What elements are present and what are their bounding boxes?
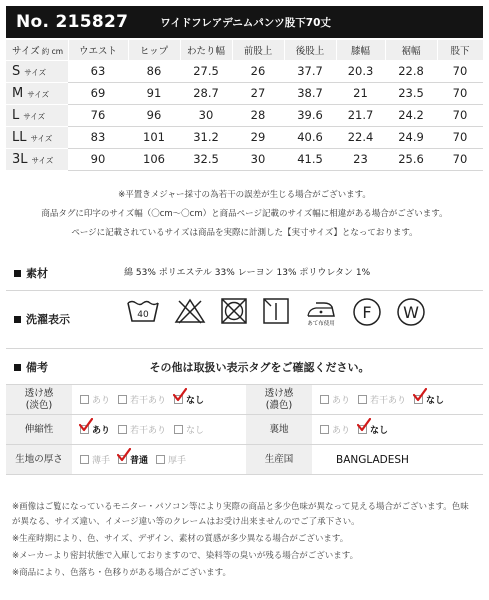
bullet-icon	[14, 316, 21, 323]
no-bleach-icon	[174, 297, 206, 325]
size-suffix: サイズ	[30, 133, 53, 143]
transparency-dark-options	[312, 385, 483, 415]
checkbox-icon	[320, 425, 329, 434]
note-line: ページに記載されているサイズは商品を実際に計測した【実寸サイズ】となっております。	[71, 228, 418, 238]
dry-clean-f-icon	[352, 297, 382, 327]
col-header: ヒップ	[128, 40, 180, 60]
measurement-cell: 30	[232, 148, 284, 170]
size-cell	[6, 82, 68, 104]
size-row	[6, 82, 483, 104]
material-value: 綿 53% ポリエステル 33% レーヨン 13% ポリウレタン 1%	[124, 268, 371, 278]
checked-checkbox-icon	[358, 425, 367, 434]
wash-icons	[126, 297, 440, 327]
disclaimer-line: ※生産時期により、色、サイズ、デザイン、素材の質感が多少異なる場合がございます。	[12, 534, 349, 544]
measurement-cell: 86	[128, 60, 180, 82]
wash-label	[14, 311, 70, 327]
measurement-notes	[6, 186, 483, 243]
prop-label-line: 透け感	[264, 387, 294, 399]
col-header: 裾幅	[385, 40, 437, 60]
measurement-cell: 38.7	[284, 82, 336, 104]
checked-checkbox-icon	[414, 395, 423, 404]
checked-checkbox-icon	[80, 425, 89, 434]
size-header-label: サイズ	[12, 45, 40, 57]
option-transparency_dark	[320, 393, 350, 406]
stretch-options	[72, 415, 246, 445]
iron-low-group	[304, 297, 338, 327]
checked-checkbox-icon	[118, 455, 127, 464]
checkbox-icon	[80, 395, 89, 404]
measurement-cell: 27.5	[180, 60, 232, 82]
iron-low-icon	[304, 297, 338, 319]
property-row	[6, 415, 483, 445]
size-row	[6, 104, 483, 126]
size-suffix: サイズ	[24, 67, 47, 77]
size-header-cell	[6, 40, 68, 60]
disclaimer-line: ※メーカーより密封状態で入庫しておりますので、染料等の臭いが残る場合がございます。	[12, 551, 359, 561]
measurement-cell: 26	[232, 60, 284, 82]
measurement-cell: 76	[68, 104, 128, 126]
measurement-cell: 30	[180, 104, 232, 126]
measurement-cell: 101	[128, 126, 180, 148]
product-name: ワイドフレアデニムパンツ股下70丈	[160, 16, 331, 29]
option-label: なし	[186, 425, 205, 436]
measurement-cell: 21.7	[336, 104, 385, 126]
size-code: S	[12, 63, 21, 79]
measurement-cell: 70	[437, 104, 483, 126]
size-header-unit: 約 cm	[41, 46, 64, 56]
option-label: 若干あり	[130, 395, 167, 406]
measurement-cell: 90	[68, 148, 128, 170]
option-lining	[320, 423, 350, 436]
measurement-cell: 39.6	[284, 104, 336, 126]
lining-label: 裏地	[246, 415, 312, 445]
option-label: あり	[332, 425, 351, 436]
measurement-cell: 70	[437, 60, 483, 82]
size-row	[6, 126, 483, 148]
wet-clean-letter: W	[403, 303, 419, 322]
size-cell	[6, 104, 68, 126]
disclaimer-line: ※商品により、色落ち・色移りがある場合がございます。	[12, 568, 231, 578]
option-label: 厚手	[168, 455, 187, 466]
property-row	[6, 445, 483, 475]
size-table	[6, 40, 484, 171]
size-suffix: サイズ	[23, 111, 46, 121]
checkbox-icon	[358, 395, 367, 404]
col-header: ウエスト	[68, 40, 128, 60]
prop-label-line: (濃色)	[265, 399, 293, 411]
size-code: M	[12, 85, 24, 101]
transparency-light-options	[72, 385, 246, 415]
disclaimer-line: ※画像はご覧になっているモニター・パソコン等により実際の商品と多少色味が異なって見える場合がございます。色味が異なる、サイズ違い、イメージ違い等のクレームはお受け出来ませんのでご了承下さい。	[12, 502, 469, 527]
iron-note: あて布使用	[307, 321, 335, 327]
checkbox-icon	[174, 425, 183, 434]
option-transparency_light	[118, 393, 166, 406]
option-lining	[358, 423, 388, 436]
measurement-cell: 22.4	[336, 126, 385, 148]
note-line: 商品タグに印字のサイズ幅（〇cm〜〇cm）と商品ページ記載のサイズ幅に相違がある場合がございます。	[41, 209, 448, 219]
measurement-cell: 106	[128, 148, 180, 170]
measurement-cell: 27	[232, 82, 284, 104]
option-label: 若干あり	[370, 395, 407, 406]
measurement-cell: 23.5	[385, 82, 437, 104]
transparency-dark-label	[246, 385, 312, 415]
remarks-label-text: 備考	[26, 361, 48, 374]
transparency-light-label	[6, 385, 72, 415]
measurement-cell: 28	[232, 104, 284, 126]
measurement-cell: 96	[128, 104, 180, 126]
option-transparency_light	[174, 393, 204, 406]
size-code: 3L	[12, 151, 28, 167]
measurement-cell: 23	[336, 148, 385, 170]
checked-checkbox-icon	[174, 395, 183, 404]
origin-label: 生産国	[246, 445, 312, 475]
measurement-cell: 25.6	[385, 148, 437, 170]
thickness-label: 生地の厚さ	[6, 445, 72, 475]
wash-label-text: 洗濯表示	[26, 313, 70, 326]
size-suffix: サイズ	[31, 155, 54, 165]
lining-options	[312, 415, 483, 445]
thickness-options	[72, 445, 246, 475]
checkbox-icon	[118, 395, 127, 404]
measurement-cell: 40.6	[284, 126, 336, 148]
option-label: なし	[426, 395, 445, 406]
property-row	[6, 385, 483, 415]
measurement-cell: 32.5	[180, 148, 232, 170]
option-label: なし	[370, 425, 389, 436]
option-stretch	[80, 423, 110, 436]
measurement-cell: 24.9	[385, 126, 437, 148]
option-label: あり	[92, 395, 111, 406]
dry-clean-letter: F	[362, 303, 372, 322]
line-dry-shade-icon	[262, 297, 290, 325]
disclaimer-notes	[12, 500, 477, 583]
checkbox-icon	[320, 395, 329, 404]
measurement-cell: 28.7	[180, 82, 232, 104]
col-header: 前股上	[232, 40, 284, 60]
option-label: 若干あり	[130, 425, 167, 436]
size-cell	[6, 60, 68, 82]
option-label: 薄手	[92, 455, 111, 466]
size-row	[6, 60, 483, 82]
measurement-cell: 29	[232, 126, 284, 148]
size-cell	[6, 126, 68, 148]
option-transparency_dark	[414, 393, 444, 406]
size-row	[6, 148, 483, 170]
measurement-cell: 70	[437, 82, 483, 104]
measurement-cell: 63	[68, 60, 128, 82]
size-table-header	[6, 40, 483, 60]
material-label	[14, 265, 48, 281]
measurement-cell: 22.8	[385, 60, 437, 82]
material-row	[6, 255, 483, 291]
option-label: 普通	[130, 455, 149, 466]
header-bar	[6, 6, 483, 38]
measurement-cell: 37.7	[284, 60, 336, 82]
no-tumble-dry-icon	[220, 297, 248, 325]
option-label: なし	[186, 395, 205, 406]
col-header: 股下	[437, 40, 483, 60]
option-transparency_dark	[358, 393, 406, 406]
stretch-label: 伸縮性	[6, 415, 72, 445]
spec-section	[6, 255, 483, 385]
option-stretch	[174, 423, 204, 436]
checkbox-icon	[156, 455, 165, 464]
measurement-cell: 69	[68, 82, 128, 104]
option-stretch	[118, 423, 166, 436]
option-label: あり	[332, 395, 351, 406]
property-table	[6, 384, 483, 475]
origin-value-cell	[312, 445, 483, 475]
option-thickness	[118, 453, 148, 466]
prop-label-line: (淡色)	[25, 399, 53, 411]
product-number: No. 215827	[16, 12, 129, 32]
measurement-cell: 83	[68, 126, 128, 148]
wash-tub-40-icon	[126, 297, 160, 325]
material-label-text: 素材	[26, 267, 48, 280]
option-thickness	[156, 453, 186, 466]
measurement-cell: 20.3	[336, 60, 385, 82]
option-transparency_light	[80, 393, 110, 406]
prop-label-line: 透け感	[24, 387, 54, 399]
measurement-cell: 31.2	[180, 126, 232, 148]
measurement-cell: 24.2	[385, 104, 437, 126]
col-header: わたり幅	[180, 40, 232, 60]
size-code: L	[12, 107, 20, 123]
size-cell	[6, 148, 68, 170]
wash-row	[6, 291, 483, 349]
col-header: 後股上	[284, 40, 336, 60]
option-thickness	[80, 453, 110, 466]
option-label: あり	[92, 425, 111, 436]
col-header: 膝幅	[336, 40, 385, 60]
measurement-cell: 70	[437, 126, 483, 148]
measurement-cell: 70	[437, 148, 483, 170]
size-code: LL	[12, 129, 27, 145]
checkbox-icon	[118, 425, 127, 434]
checkbox-icon	[80, 455, 89, 464]
remarks-row	[6, 349, 483, 385]
measurement-cell: 41.5	[284, 148, 336, 170]
remarks-value: その他は取扱い表示タグをご確認ください。	[149, 361, 370, 374]
measurement-cell: 21	[336, 82, 385, 104]
wash-temp-text: 40	[137, 310, 149, 320]
wet-clean-w-icon	[396, 297, 426, 327]
origin-value: BANGLADESH	[336, 453, 409, 466]
measurement-cell: 91	[128, 82, 180, 104]
note-line: ※平置きメジャー採寸の為若干の誤差が生じる場合がございます。	[118, 190, 371, 200]
size-suffix: サイズ	[27, 89, 50, 99]
bullet-icon	[14, 270, 21, 277]
